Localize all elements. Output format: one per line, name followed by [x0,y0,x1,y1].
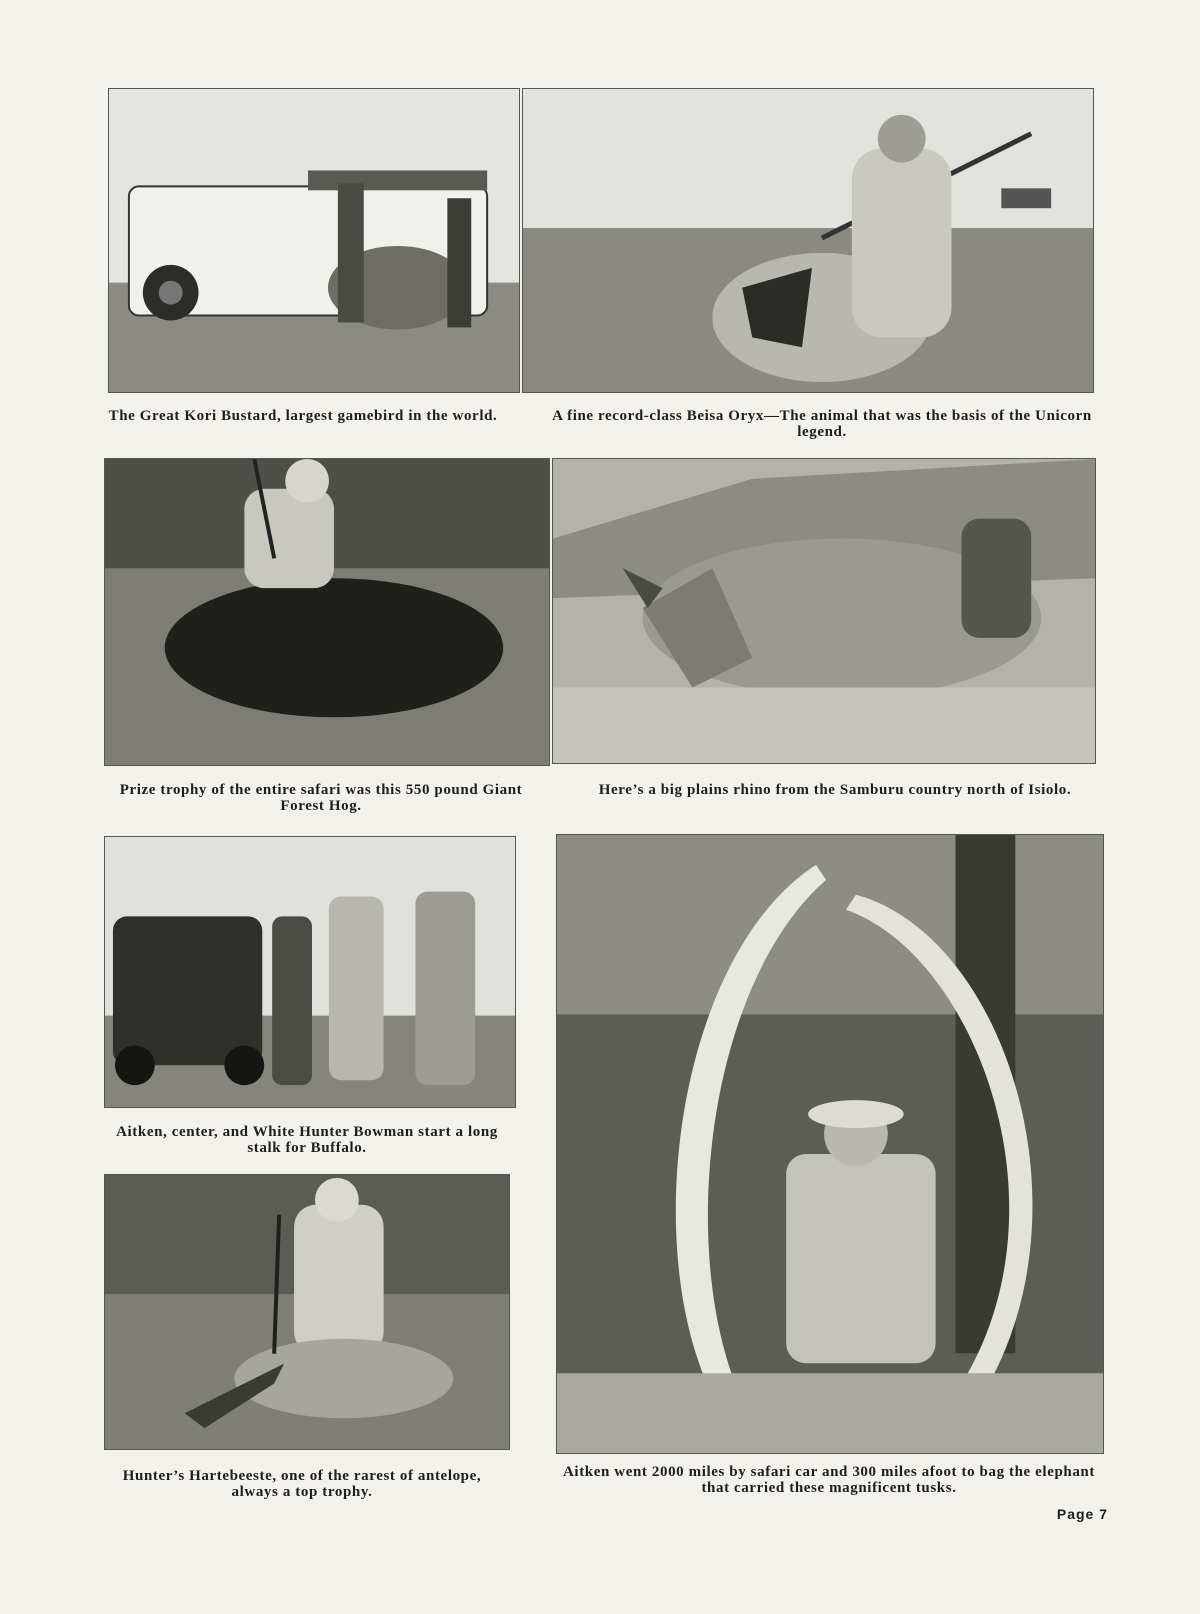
caption-plains-rhino: Here’s a big plains rhino from the Samburu country north of Isiolo. [598,782,1072,798]
caption-elephant-tusks: Aitken went 2000 miles by safari car and 300 miles afoot to bag the elephant that carried these magnificent tusks. [563,1464,1095,1496]
caption-beisa-oryx: A fine record-class Beisa Oryx—The animal that was the basis of the Unicorn legend. [552,408,1092,440]
caption-hunters-hartebeeste: Hunter’s Hartebeeste, one of the rarest of antelope, always a top trophy. [122,1468,482,1500]
photo-plains-rhino [552,458,1096,764]
photo-kori-bustard [108,88,520,393]
photo-beisa-oryx [522,88,1094,393]
photo-elephant-tusks [556,834,1104,1454]
caption-buffalo-stalk: Aitken, center, and White Hunter Bowman start a long stalk for Buffalo. [116,1124,498,1156]
photo-buffalo-stalk [104,836,516,1108]
photo-hunters-hartebeeste [104,1174,510,1450]
caption-kori-bustard: The Great Kori Bustard, largest gamebird in the world. [108,408,498,424]
page-number: Page 7 [1056,1506,1108,1522]
caption-giant-forest-hog: Prize trophy of the entire safari was this 550 pound Giant Forest Hog. [119,782,523,814]
photo-giant-forest-hog [104,458,550,766]
